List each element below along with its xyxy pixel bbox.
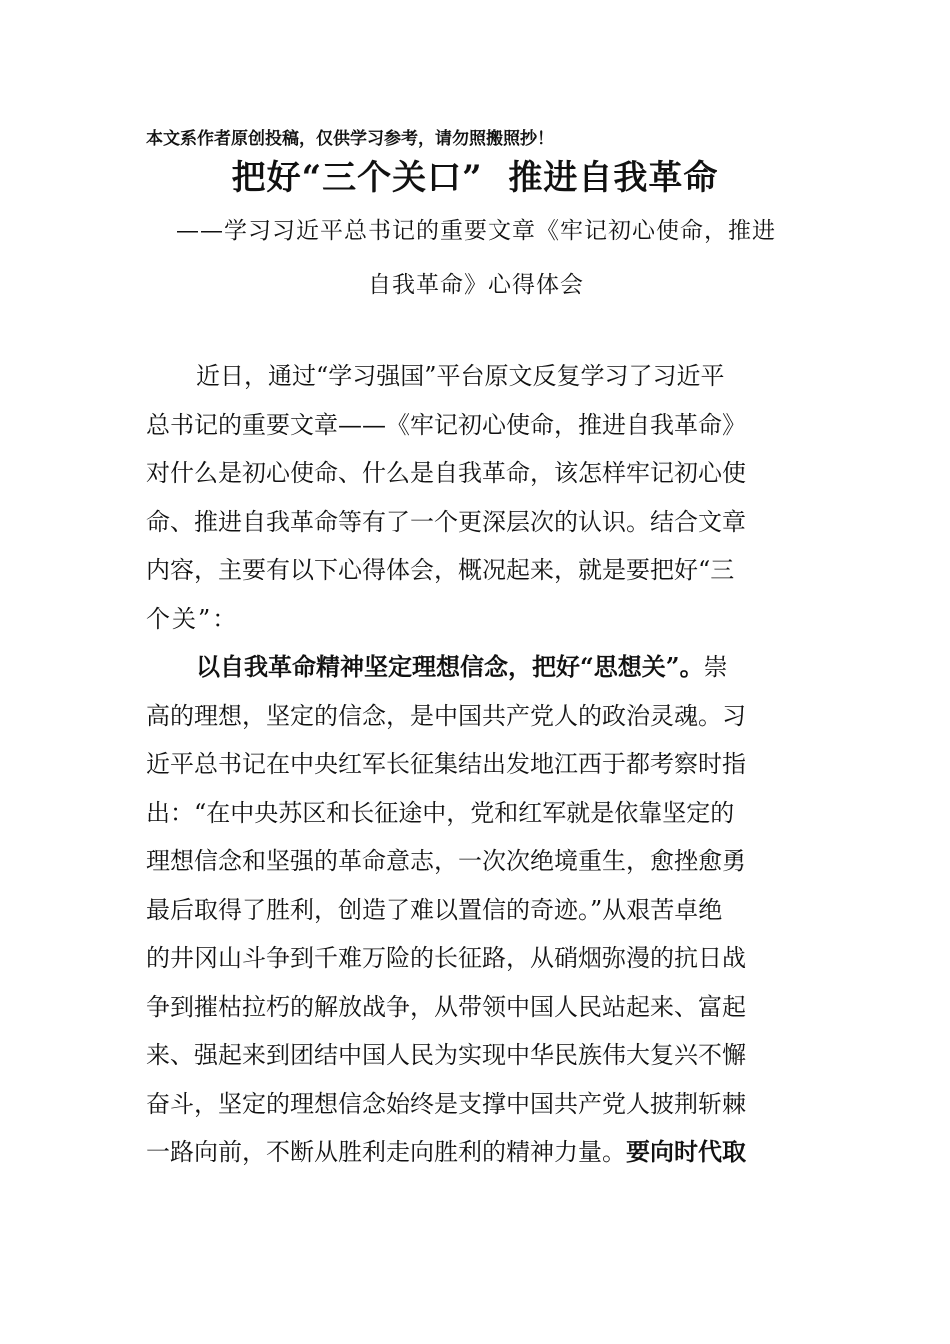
body-line	[146, 692, 808, 741]
text-segment: 理想信念和坚强的革命意志，一次次绝境重生，愈挫愈勇	[146, 847, 746, 875]
body-line	[146, 886, 808, 935]
text-segment: 对什么是初心使命、什么是自我革命，该怎样牢记初心使	[146, 459, 746, 487]
subtitle-line: ——学习习近平总书记的重要文章《牢记初心使命，推进	[176, 218, 776, 244]
copyright-notice: 本文系作者原创投稿，仅供学习参考，请勿照搬照抄！	[146, 129, 554, 149]
body-line	[146, 498, 808, 547]
text-segment: 争到摧枯拉朽的解放战争，从带领中国人民站起来、富起	[146, 992, 746, 1021]
body-line	[146, 401, 808, 450]
body-line	[146, 837, 808, 886]
text-segment: 崇	[703, 653, 728, 681]
text-segment: 内容，主要有以下心得体会，概况起来，就是要把好“三	[146, 556, 735, 584]
text-segment: 总书记的重要文章——《牢记初心使命，推进自我革命》	[146, 410, 746, 439]
text-segment: 的井冈山斗争到千难万险的长征路，从硝烟弥漫的抗日战	[146, 944, 746, 972]
body-line	[146, 1031, 808, 1080]
body-line	[146, 449, 808, 498]
text-segment: 最后取得了胜利，创造了难以置信的奇迹。”从艰苦卓绝	[146, 895, 723, 924]
body-line	[146, 740, 808, 789]
body-line	[146, 643, 808, 692]
text-segment: 命、推进自我革命等有了一个更深层次的认识。结合文章	[146, 507, 746, 536]
subtitle-line: 自我革命》心得体会	[368, 272, 584, 298]
document-subtitle	[146, 204, 806, 312]
text-segment: 高的理想，坚定的信念，是中国共产党人的政治灵魂。习	[146, 701, 746, 730]
body-line	[146, 1128, 808, 1177]
body-line	[146, 595, 808, 644]
text-segment: 个关”：	[146, 604, 239, 633]
text-segment: 一路向前，不断从胜利走向胜利的精神力量。	[146, 1138, 626, 1166]
bold-text-segment: 要向时代取	[626, 1137, 746, 1166]
text-segment: 近平总书记在中央红军长征集结出发地江西于都考察时指	[146, 750, 746, 778]
bold-text-segment: 以自我革命精神坚定理想信念，把好“思想关”。	[196, 652, 704, 681]
text-segment: 奋斗，坚定的理想信念始终是支撑中国共产党人披荆斩棘	[146, 1089, 746, 1118]
document-title: 把好“三个关口” 推进自我革命	[231, 158, 719, 198]
text-segment: 出：“在中央苏区和长征途中，党和红军就是依靠坚定的	[146, 798, 735, 827]
body-line	[146, 934, 808, 983]
body-line	[146, 1080, 808, 1129]
text-segment: 近日，通过“学习强国”平台原文反复学习了习近平	[196, 362, 725, 390]
document-body	[146, 352, 808, 1177]
body-line	[146, 546, 808, 595]
body-line	[146, 789, 808, 838]
body-line	[146, 983, 808, 1032]
text-segment: 来、强起来到团结中国人民为实现中华民族伟大复兴不懈	[146, 1041, 746, 1069]
body-line	[146, 352, 808, 401]
